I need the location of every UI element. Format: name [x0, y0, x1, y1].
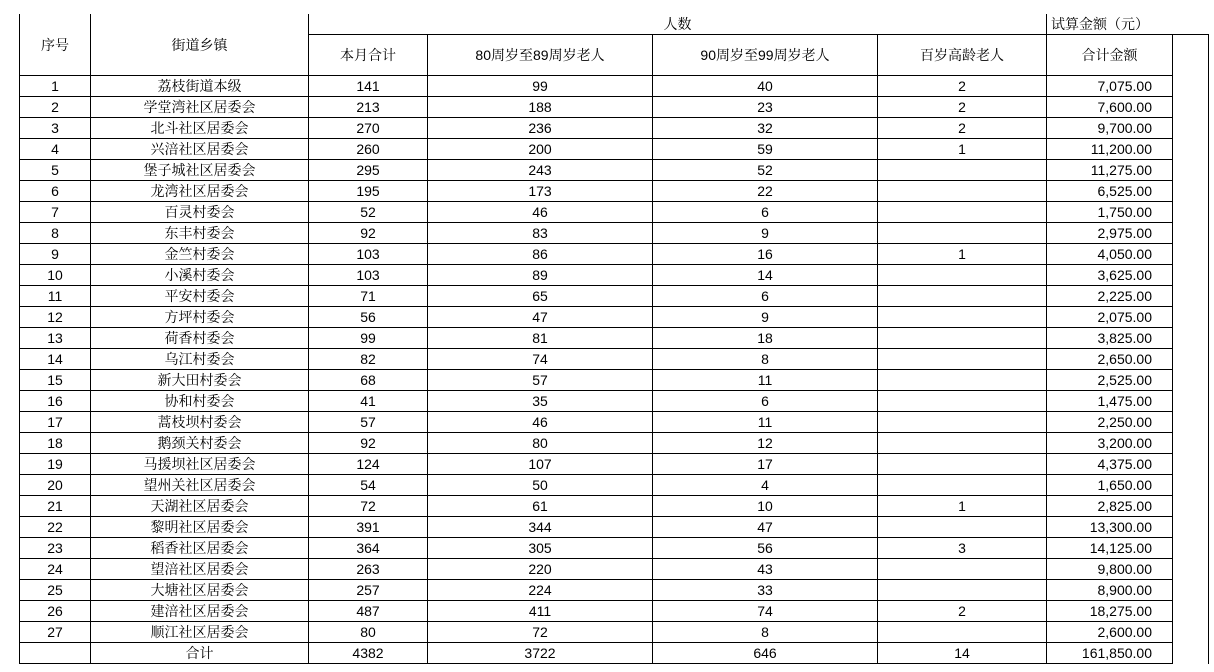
blank-cell — [1173, 181, 1209, 202]
month-total-cell: 72 — [309, 496, 428, 517]
age-90-99-cell: 40 — [653, 76, 878, 97]
age-100-cell — [878, 307, 1047, 328]
month-total-cell: 195 — [309, 181, 428, 202]
amount-cell: 18,275.00 — [1047, 601, 1173, 622]
seq-cell: 11 — [20, 286, 91, 307]
seq-cell: 24 — [20, 559, 91, 580]
town-cell: 小溪村委会 — [91, 265, 309, 286]
seq-cell: 22 — [20, 517, 91, 538]
blank-cell — [1173, 349, 1209, 370]
age-100-cell — [878, 580, 1047, 601]
age-90-99-cell: 10 — [653, 496, 878, 517]
age-80-89-cell: 86 — [428, 244, 653, 265]
amount-cell: 1,475.00 — [1047, 391, 1173, 412]
amount-cell: 3,200.00 — [1047, 433, 1173, 454]
town-cell: 东丰村委会 — [91, 223, 309, 244]
age-80-89-cell: 305 — [428, 538, 653, 559]
age-100-cell — [878, 349, 1047, 370]
town-cell: 协和村委会 — [91, 391, 309, 412]
blank-cell — [1173, 35, 1209, 76]
month-total-cell: 71 — [309, 286, 428, 307]
amount-cell: 2,225.00 — [1047, 286, 1173, 307]
age-100-cell: 2 — [878, 118, 1047, 139]
table-row — [20, 622, 1209, 643]
month-total-cell: 124 — [309, 454, 428, 475]
blank-cell — [1173, 223, 1209, 244]
amount-cell: 2,250.00 — [1047, 412, 1173, 433]
age-80-89-cell: 74 — [428, 349, 653, 370]
seq-cell: 8 — [20, 223, 91, 244]
seq-cell: 15 — [20, 370, 91, 391]
age-80-89-cell: 65 — [428, 286, 653, 307]
header-row-1 — [20, 14, 1209, 35]
age-90-99-cell: 17 — [653, 454, 878, 475]
age-100-cell — [878, 265, 1047, 286]
blank-cell — [1173, 328, 1209, 349]
age-80-89-cell: 188 — [428, 97, 653, 118]
town-cell: 蒿枝坝村委会 — [91, 412, 309, 433]
month-total-cell: 92 — [309, 223, 428, 244]
age-100-cell — [878, 370, 1047, 391]
town-cell: 堡子城社区居委会 — [91, 160, 309, 181]
table-row — [20, 328, 1209, 349]
age-80-89-cell: 224 — [428, 580, 653, 601]
town-cell: 方坪村委会 — [91, 307, 309, 328]
age-90-99-cell: 12 — [653, 433, 878, 454]
age-90-99-cell: 11 — [653, 412, 878, 433]
seq-cell: 10 — [20, 265, 91, 286]
header-age-100: 百岁高龄老人 — [878, 35, 1047, 76]
amount-cell: 11,275.00 — [1047, 160, 1173, 181]
blank-cell — [1173, 76, 1209, 97]
header-seq: 序号 — [20, 14, 91, 76]
age-90-99-cell: 43 — [653, 559, 878, 580]
town-cell: 马援坝社区居委会 — [91, 454, 309, 475]
blank-cell — [1173, 622, 1209, 643]
town-cell: 稻香社区居委会 — [91, 538, 309, 559]
table-row — [20, 244, 1209, 265]
header-total-amount: 合计金额 — [1047, 35, 1173, 76]
amount-cell: 2,975.00 — [1047, 223, 1173, 244]
month-total-cell: 92 — [309, 433, 428, 454]
age-100-cell: 2 — [878, 601, 1047, 622]
amount-cell: 1,750.00 — [1047, 202, 1173, 223]
age-100-cell — [878, 223, 1047, 244]
seq-cell: 13 — [20, 328, 91, 349]
amount-cell: 11,200.00 — [1047, 139, 1173, 160]
seq-cell: 14 — [20, 349, 91, 370]
age-90-99-cell: 59 — [653, 139, 878, 160]
table-row — [20, 307, 1209, 328]
age-100-cell — [878, 433, 1047, 454]
blank-cell — [1173, 517, 1209, 538]
month-total-cell: 57 — [309, 412, 428, 433]
seq-cell: 12 — [20, 307, 91, 328]
month-total-cell: 103 — [309, 265, 428, 286]
month-total-cell: 257 — [309, 580, 428, 601]
table-row — [20, 181, 1209, 202]
age-100-cell — [878, 202, 1047, 223]
summary-month-total: 4382 — [309, 643, 428, 664]
town-cell: 鹅颈关村委会 — [91, 433, 309, 454]
month-total-cell: 391 — [309, 517, 428, 538]
month-total-cell: 52 — [309, 202, 428, 223]
age-80-89-cell: 83 — [428, 223, 653, 244]
age-90-99-cell: 18 — [653, 328, 878, 349]
blank-cell — [1173, 475, 1209, 496]
month-total-cell: 56 — [309, 307, 428, 328]
town-cell: 黎明社区居委会 — [91, 517, 309, 538]
age-100-cell — [878, 286, 1047, 307]
blank-cell — [1173, 454, 1209, 475]
age-80-89-cell: 236 — [428, 118, 653, 139]
blank-cell — [1173, 370, 1209, 391]
table-row — [20, 391, 1209, 412]
header-age-80-89: 80周岁至89周岁老人 — [428, 35, 653, 76]
month-total-cell: 270 — [309, 118, 428, 139]
age-90-99-cell: 9 — [653, 307, 878, 328]
table-row — [20, 601, 1209, 622]
age-100-cell: 2 — [878, 76, 1047, 97]
town-cell: 荷香村委会 — [91, 328, 309, 349]
amount-cell: 2,650.00 — [1047, 349, 1173, 370]
age-90-99-cell: 6 — [653, 286, 878, 307]
age-80-89-cell: 99 — [428, 76, 653, 97]
age-80-89-cell: 50 — [428, 475, 653, 496]
amount-cell: 9,700.00 — [1047, 118, 1173, 139]
age-80-89-cell: 411 — [428, 601, 653, 622]
town-cell: 荔枝街道本级 — [91, 76, 309, 97]
amount-cell: 2,600.00 — [1047, 622, 1173, 643]
age-80-89-cell: 81 — [428, 328, 653, 349]
age-100-cell — [878, 454, 1047, 475]
blank-cell — [1173, 160, 1209, 181]
amount-cell: 3,625.00 — [1047, 265, 1173, 286]
seq-cell: 23 — [20, 538, 91, 559]
age-80-89-cell: 61 — [428, 496, 653, 517]
age-80-89-cell: 57 — [428, 370, 653, 391]
age-80-89-cell: 72 — [428, 622, 653, 643]
month-total-cell: 263 — [309, 559, 428, 580]
age-100-cell — [878, 412, 1047, 433]
month-total-cell: 295 — [309, 160, 428, 181]
age-100-cell — [878, 160, 1047, 181]
age-90-99-cell: 4 — [653, 475, 878, 496]
month-total-cell: 213 — [309, 97, 428, 118]
age-90-99-cell: 6 — [653, 391, 878, 412]
amount-cell: 4,050.00 — [1047, 244, 1173, 265]
age-80-89-cell: 344 — [428, 517, 653, 538]
month-total-cell: 487 — [309, 601, 428, 622]
month-total-cell: 68 — [309, 370, 428, 391]
age-90-99-cell: 16 — [653, 244, 878, 265]
table-row — [20, 475, 1209, 496]
age-90-99-cell: 9 — [653, 223, 878, 244]
amount-cell: 7,075.00 — [1047, 76, 1173, 97]
age-80-89-cell: 173 — [428, 181, 653, 202]
age-80-89-cell: 35 — [428, 391, 653, 412]
age-100-cell — [878, 517, 1047, 538]
age-80-89-cell: 46 — [428, 202, 653, 223]
amount-cell: 2,825.00 — [1047, 496, 1173, 517]
table-row — [20, 370, 1209, 391]
amount-cell: 2,525.00 — [1047, 370, 1173, 391]
blank-cell — [1173, 286, 1209, 307]
table-row — [20, 349, 1209, 370]
age-90-99-cell: 47 — [653, 517, 878, 538]
seq-cell: 25 — [20, 580, 91, 601]
summary-seq-cell — [20, 643, 91, 664]
header-amount-group: 试算金额（元） — [1047, 14, 1209, 35]
table-row — [20, 433, 1209, 454]
age-80-89-cell: 47 — [428, 307, 653, 328]
town-cell: 学堂湾社区居委会 — [91, 97, 309, 118]
summary-amount: 161,850.00 — [1047, 643, 1173, 664]
table-row — [20, 265, 1209, 286]
month-total-cell: 41 — [309, 391, 428, 412]
amount-cell: 13,300.00 — [1047, 517, 1173, 538]
amount-cell: 2,075.00 — [1047, 307, 1173, 328]
age-90-99-cell: 14 — [653, 265, 878, 286]
town-cell: 建涪社区居委会 — [91, 601, 309, 622]
table-row — [20, 97, 1209, 118]
age-80-89-cell: 89 — [428, 265, 653, 286]
seq-cell: 6 — [20, 181, 91, 202]
age-80-89-cell: 200 — [428, 139, 653, 160]
town-cell: 金竺村委会 — [91, 244, 309, 265]
amount-cell: 9,800.00 — [1047, 559, 1173, 580]
seq-cell: 9 — [20, 244, 91, 265]
table-row — [20, 223, 1209, 244]
town-cell: 百灵村委会 — [91, 202, 309, 223]
age-90-99-cell: 11 — [653, 370, 878, 391]
month-total-cell: 260 — [309, 139, 428, 160]
table-row — [20, 76, 1209, 97]
blank-cell — [1173, 433, 1209, 454]
seq-cell: 26 — [20, 601, 91, 622]
age-90-99-cell: 52 — [653, 160, 878, 181]
table-row — [20, 118, 1209, 139]
table-row — [20, 286, 1209, 307]
summary-label: 合计 — [91, 643, 309, 664]
blank-cell — [1173, 559, 1209, 580]
age-80-89-cell: 220 — [428, 559, 653, 580]
seq-cell: 4 — [20, 139, 91, 160]
blank-cell — [1173, 496, 1209, 517]
town-cell: 北斗社区居委会 — [91, 118, 309, 139]
summary-age-80-89: 3722 — [428, 643, 653, 664]
table-row — [20, 160, 1209, 181]
summary-age-90-99: 646 — [653, 643, 878, 664]
seq-cell: 1 — [20, 76, 91, 97]
seq-cell: 18 — [20, 433, 91, 454]
age-90-99-cell: 33 — [653, 580, 878, 601]
town-cell: 乌江村委会 — [91, 349, 309, 370]
blank-cell — [1173, 580, 1209, 601]
month-total-cell: 82 — [309, 349, 428, 370]
header-people: 人数 — [309, 14, 1047, 35]
seq-cell: 17 — [20, 412, 91, 433]
blank-cell — [1173, 412, 1209, 433]
age-100-cell: 1 — [878, 496, 1047, 517]
town-cell: 兴涪社区居委会 — [91, 139, 309, 160]
age-90-99-cell: 32 — [653, 118, 878, 139]
town-cell: 顺江社区居委会 — [91, 622, 309, 643]
seq-cell: 21 — [20, 496, 91, 517]
age-90-99-cell: 22 — [653, 181, 878, 202]
table-row — [20, 454, 1209, 475]
seq-cell: 3 — [20, 118, 91, 139]
seq-cell: 16 — [20, 391, 91, 412]
age-100-cell: 1 — [878, 139, 1047, 160]
amount-cell: 14,125.00 — [1047, 538, 1173, 559]
header-month-total: 本月合计 — [309, 35, 428, 76]
age-90-99-cell: 8 — [653, 349, 878, 370]
month-total-cell: 141 — [309, 76, 428, 97]
blank-cell — [1173, 202, 1209, 223]
month-total-cell: 364 — [309, 538, 428, 559]
age-100-cell — [878, 559, 1047, 580]
amount-cell: 8,900.00 — [1047, 580, 1173, 601]
age-100-cell: 2 — [878, 97, 1047, 118]
age-100-cell — [878, 391, 1047, 412]
table-row — [20, 538, 1209, 559]
age-90-99-cell: 56 — [653, 538, 878, 559]
seq-cell: 20 — [20, 475, 91, 496]
amount-cell: 3,825.00 — [1047, 328, 1173, 349]
seq-cell: 2 — [20, 97, 91, 118]
age-100-cell — [878, 328, 1047, 349]
age-90-99-cell: 6 — [653, 202, 878, 223]
month-total-cell: 103 — [309, 244, 428, 265]
blank-cell — [1173, 307, 1209, 328]
age-90-99-cell: 74 — [653, 601, 878, 622]
blank-cell — [1173, 139, 1209, 160]
table-row — [20, 202, 1209, 223]
month-total-cell: 99 — [309, 328, 428, 349]
town-cell: 龙湾社区居委会 — [91, 181, 309, 202]
blank-cell — [1173, 244, 1209, 265]
blank-cell — [1173, 643, 1209, 664]
age-80-89-cell: 107 — [428, 454, 653, 475]
table-row — [20, 139, 1209, 160]
blank-cell — [1173, 391, 1209, 412]
seq-cell: 7 — [20, 202, 91, 223]
amount-cell: 7,600.00 — [1047, 97, 1173, 118]
blank-cell — [1173, 601, 1209, 622]
blank-cell — [1173, 118, 1209, 139]
summary-age-100: 14 — [878, 643, 1047, 664]
age-90-99-cell: 23 — [653, 97, 878, 118]
table-row — [20, 496, 1209, 517]
table-row — [20, 517, 1209, 538]
seq-cell: 19 — [20, 454, 91, 475]
age-90-99-cell: 8 — [653, 622, 878, 643]
amount-cell: 4,375.00 — [1047, 454, 1173, 475]
blank-cell — [1173, 97, 1209, 118]
seq-cell: 27 — [20, 622, 91, 643]
header-age-90-99: 90周岁至99周岁老人 — [653, 35, 878, 76]
age-80-89-cell: 243 — [428, 160, 653, 181]
table-row — [20, 580, 1209, 601]
age-100-cell: 1 — [878, 244, 1047, 265]
header-town: 街道乡镇 — [91, 14, 309, 76]
month-total-cell: 54 — [309, 475, 428, 496]
seq-cell: 5 — [20, 160, 91, 181]
month-total-cell: 80 — [309, 622, 428, 643]
table-row — [20, 412, 1209, 433]
amount-cell: 6,525.00 — [1047, 181, 1173, 202]
age-100-cell — [878, 181, 1047, 202]
town-cell: 新大田村委会 — [91, 370, 309, 391]
town-cell: 望州关社区居委会 — [91, 475, 309, 496]
town-cell: 平安村委会 — [91, 286, 309, 307]
town-cell: 天湖社区居委会 — [91, 496, 309, 517]
amount-cell: 1,650.00 — [1047, 475, 1173, 496]
age-100-cell — [878, 622, 1047, 643]
summary-row — [20, 643, 1209, 664]
allowance-table — [19, 14, 1209, 664]
table-row — [20, 559, 1209, 580]
town-cell: 望涪社区居委会 — [91, 559, 309, 580]
town-cell: 大塘社区居委会 — [91, 580, 309, 601]
age-80-89-cell: 80 — [428, 433, 653, 454]
age-100-cell — [878, 475, 1047, 496]
age-80-89-cell: 46 — [428, 412, 653, 433]
blank-cell — [1173, 538, 1209, 559]
age-100-cell: 3 — [878, 538, 1047, 559]
blank-cell — [1173, 265, 1209, 286]
